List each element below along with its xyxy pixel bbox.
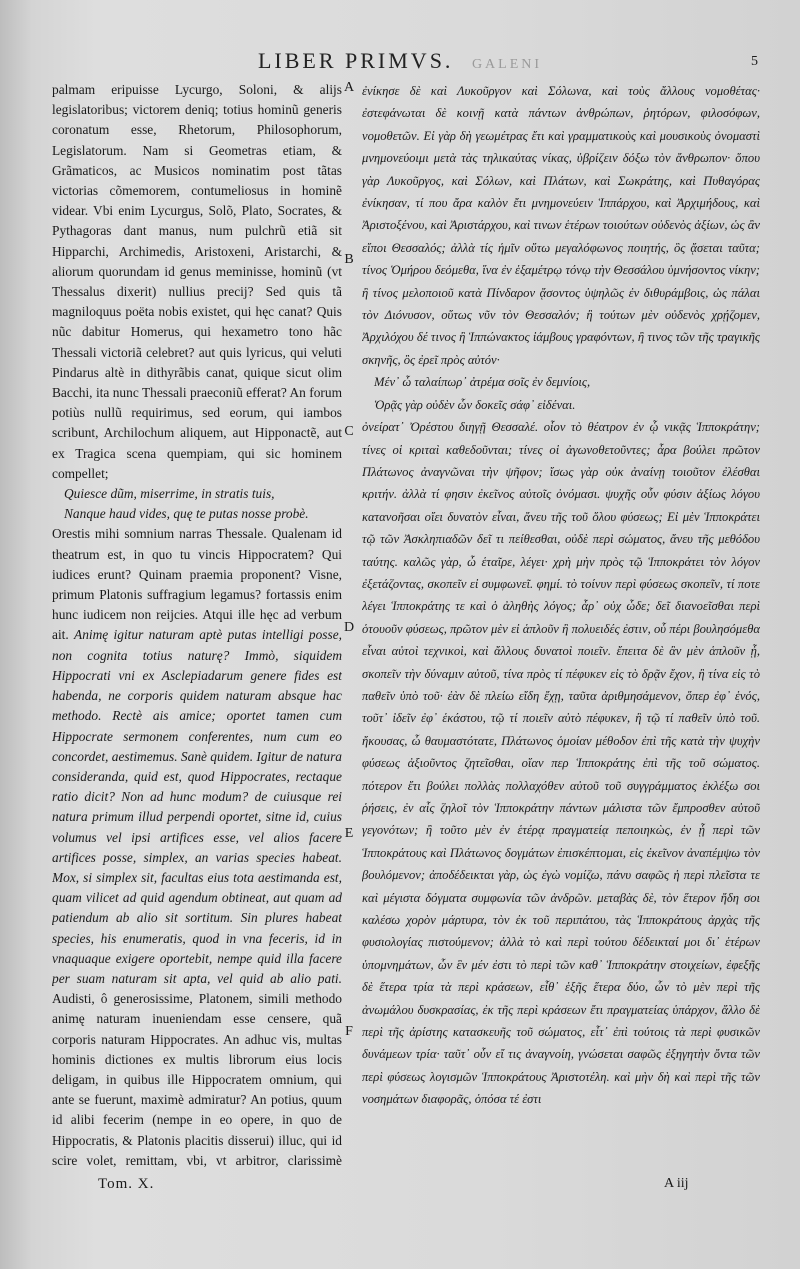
latin-paragraph-2 (52, 524, 342, 1169)
margin-letter-e: E (344, 826, 354, 841)
latin-paragraph-1: palmam eripuisse Lycurgo, Soloni, & alijs legislatoribus; victorem deniq; totius hominũ generis coronatum esse, Rhetorum, Philosophorum, Legislatorum. Nam si Geometras etiam, & Grãmaticos, ac Musicos nominatim post tãtas victorias cõmemorem, contumeliosus in hominẽ videar. Vbi enim Lycurgus, Solõ, Plato, Socrates, & Pythagoras dant manus, num pulchrũ etiã sit Hipparchi, Archimedis, Aristoxeni, Aristarchi, & aliorum quorundam id genus meminisse, hominũ (vt Thessalus dixerit) nullius precij? Sed quis tã magniloquus poëta nobis existet, qui hęc canat? Quis nũc dabitur Homerus, qui hexametro tono hãc Thessali victoriã celebret? aut quis lyricus, qui veluti Pindarus altè in dithyrãbis canat, quique sicut olim Bacchi, ita nunc Thessali praeconiũ efferat? An forum potiùs nullũ requirimus, sed eorum, qui iambos scribunt, Archilochum aliquem, aut Hipponactẽ, aut ex Tragica scena quempiam, qui sic hominem compellet; (52, 82, 342, 481)
gathering-signature: A iij (664, 1176, 689, 1191)
latin-verse-2: Nanque haud vides, quę te putas nosse probè. (64, 506, 309, 522)
margin-letter-a: A (343, 80, 355, 95)
page-number: 5 (751, 54, 758, 69)
latin-paragraph-2-roman: Orestis mihi somnium narras Thessale. Qualenam id theatrum est, in quo tu vincis Hippocratem? Qui iudices erunt? Quinam praemia proponent? Visne, primum Platonis suffragium legamus? fortassis enim hunc iudicem non reijcies. Atqui ille hęc ad verbum ait. (52, 526, 342, 643)
volume-signature: Tom. X. (98, 1176, 155, 1192)
latin-paragraph-3: Audisti, ô generosissime, Platonem, simili methodo animę naturam inueniendam esse censere, quã corporis naturam Hippocrates. An adhuc vis, multas hominis dictiones ex multis librorum eius locis deligam, in quibus ille Hippocratem omnium, qui ante se fuerunt, maximè admiratur? An potius, quum id alibi fecerim (nempe in eo opere, in quo de Hippocratis, & Platonis placitis disserui) illuc, qui id scire volet, remittam, vbi, vt arbitror, clarissimè (52, 991, 342, 1168)
margin-letter-d: D (343, 620, 355, 635)
greek-verse-2: Ὁρᾷς γὰρ οὐδὲν ὧν δοκεῖς σάφ᾽ εἰδέναι. (374, 397, 576, 412)
margin-letter-b: B (344, 252, 354, 267)
latin-verse-1: Quiesce dũm, miserrime, in stratis tuis, (64, 486, 275, 502)
latin-column (52, 80, 342, 1169)
latin-paragraph-2-italic: Animę igitur naturam aptè putas intelligi posse, non cognita totius naturę? Immò, siquidem Hippocrati vni ex Asclepiadarum genere fides est habenda, ne corporis quidem naturam absque hac methodo. Rectè ais amice; oportet tamen cum Hippocrate sermonem conferentes, num cum eo concordet, aestimemus. Sanè quidem. Igitur de natura consideranda, quid est, quod Hippocrates, rectaque ratio dicit? Non ad hunc modum? de cuiusque rei natura primum illud perpendi oportet, sitne id, cuius volumus vel ipsi artifices esse, vel alios facere artifices posse, simplex, an varias species habeat. Mox, si simplex sit, facultas eius tota aestimanda est, quam vilicet ad quid agendum obtineat, aut quam ad patiendum ab alio sit sortitum. Sin plures habeat species, his enumeratis, quod in vna feceris, id in vnaquaque exigere oportebit, nempe quid illa facere per suam naturam sit apta, vel quid ab alio pati. (52, 627, 342, 986)
running-head-title: LIBER PRIMVS. (257, 48, 454, 73)
greek-column (362, 80, 760, 1169)
bleed-through-text: GALENI (471, 57, 543, 72)
margin-letter-c: C (344, 424, 354, 439)
greek-paragraph-1: ἐνίκησε δὲ καὶ Λυκοῦργον καὶ Σόλωνα, καὶ τοὺς ἄλλους νομοθέτας· ἐστεφάνωται δὲ κοινῇ κατὰ πάντων ἀνθρώπων, ῥητόρων, φιλοσόφων, νομοθετῶν. Εἰ γὰρ δὴ γεωμέτρας ἔτι καὶ γραμματικοὺς καὶ μουσικοὺς ὀνομαστὶ μνημονεύοιμι μετὰ τὰς τηλικαύτας νίκας, ὑβρίζειν δόξω τὸν ἄνθρωπον· ὅπου γὰρ Λυκοῦργος, καὶ Σόλων, καὶ Πλάτων, καὶ Σωκράτης, καὶ Πυθαγόρας ἐνίκησαν, τί που ἄρα καλὸν ἔτι μνημονεύειν Ἱππάρχου, καὶ Ἀρχιμήδους, καὶ Ἀριστοξένου, καὶ Ἀριστάρχου, καὶ τινων ἑτέρων τοιούτων οὐδενὸς ἀξίων, ὡς ἂν εἴποι Θεσσαλός; ἀλλὰ τίς ἡμῖν οὕτω μεγαλόφωνος ποιητής, ὃς ᾄσεται ταῦτα; τίνος Ὁμήρου δεόμεθα, ἵνα ἐν ἑξαμέτρῳ τόνῳ τὴν Θεσσάλου ὑμνήσοντος νίκην; ἢ τίνος μελοποιοῦ κατὰ Πίνδαρον ᾄσοντος ὑψηλῶς ἐν διθυράμβοις, ὡς πάλαι τὸν Διόνυσον, οὕτως νῦν τὸν Θεσσαλόν; ἢ τούτων μὲν οὐδενὸς χρῄζομεν, Ἀρχιλόχου δέ τινος ἢ Ἱππώνακτος ἰάμβους γραφόντων, ἢ τινος τῶν τῆς τραγικῆς σκηνῆς, ὃς ἐρεῖ πρὸς αὐτόν· (362, 84, 760, 367)
greek-paragraph-2: ὀνείρατ᾽ Ὀρέστου διηγῇ Θεσσαλέ. οἷον τὸ θέατρον ἐν ᾧ νικᾷς Ἱπποκράτην; τίνες οἱ κριταὶ καθεδοῦνται; τίνες οἱ ἀγωνοθετοῦντες; ἆρα βούλει πρῶτον Πλάτωνος ἀναγνῶναι τὴν ψῆφον; ἴσως γὰρ οὐκ ἀναίνῃ τοιοῦτον ἐλέσθαι κριτήν. ἀλλὰ τί φησιν ἐκεῖνος αὐτοῖς ὀνόμασι. ψυχῆς οὖν φύσιν ἀξίως λόγου κατανοῆσαι οἴει δυνατὸν εἶναι, ἄνευ τῆς τοῦ ὅλου φύσεως; Εἰ μὲν Ἱπποκράτει τῷ τῶν Ἀσκληπιαδῶν δεῖ τι πείθεσθαι, οὐδὲ περὶ σώματος, ἄνευ τῆς μεθόδου ταύτης. καλῶς γὰρ, ὦ ἑταῖρε, λέγει· χρὴ μὴν πρὸς τῷ Ἱπποκράτει τὸν λόγον ἐξετάζοντας, σκοπεῖν εἰ συμφωνεῖ. φημί. τὸ τοίνυν περὶ φύσεως σκοπεῖν, τί ποτε λέγει Ἱπποκράτης τε καὶ ὁ ἀληθὴς λόγος; ἆρ᾽ οὐχ ὧδε; δεῖ διανοεῖσθαι περὶ ὁτουοῦν φύσεως, πρῶτον μὲν εἰ ἁπλοῦν ἢ πολυειδές ἐστιν, οὗ πέρι βουλησόμεθα εἶναι αὐτοὶ τεχνικοὶ, καὶ ἄλλους δυνατοὶ ποιεῖν. ἔπειτα δὲ ἂν μὲν ἁπλοῦν ᾖ, σκοπεῖν τὴν δύναμιν αὐτοῦ, τίνα πρὸς τί πέφυκεν εἰς τὸ δρᾷν ἔχον, ἢ τίνα εἰς τὸ παθεῖν ὑπὸ τοῦ· ἐὰν δὲ πλείω εἴδη ἔχῃ, ταῦτα ἀριθμησάμενον, ὅπερ ἐφ᾽ ἑνός, τοῦτ᾽ ἰδεῖν ἐφ᾽ ἑκάστου, τῷ τί ποιεῖν αὐτὸ πέφυκεν, ἢ τῷ τί παθεῖν ὑπὸ τοῦ. ἤκουσας, ὦ θαυμαστότατε, Πλάτωνος ὁμοίαν μέθοδον ἐπὶ τῆς κατὰ τὴν ψυχὴν φύσεως ἀξιοῦντος ζητεῖσθαι, οἵαν περ Ἱπποκράτης ἐπὶ τῆς τοῦ σώματος. πότερον ἔτι βούλει πολλὰς πολλαχόθεν αὐτοῦ τοῦ συγγράμματος ἐκλέξω σοι ῥήσεις, ἐν αἷς ζηλοῖ τὸν Ἱπποκράτην πάντων μάλιστα τῶν ἔμπροσθεν αὐτοῦ γεγονότων; ἢ τοῦτο μὲν ἐν ἑτέρᾳ πραγματείᾳ πεποιηκὼς, ἐν ᾗ περὶ τῶν Ἱπποκράτους καὶ Πλάτωνος δογμάτων ἐπισκέπτομαι, εἰς ἐκεῖνον ἀναπέμψω τὸν βουλόμενον; ἀποδέδεικται γὰρ, ὡς ἐγὼ νομίζω, πάνυ σαφῶς ἡ περὶ πλεῖστα τε καὶ μέγιστα δόγματα συμφωνία τῶν ἀνδρῶν. μεταβὰς δὲ, τὸν ἕτερον ἤδη σοι καλέσω χορὸν μάρτυρα, τὸν ἐκ τοῦ περιπάτου, τὰς Ἱπποκράτους ἀρχὰς τῆς φυσιολογίας πιστούμενον; ἀλλὰ τὸ καὶ περὶ τούτου δέδεικταί μοι δι᾽ ἑτέρων ὑπομνημάτων, ὧν ἓν μέν ἐστι τὸ περὶ τῶν καθ᾽ Ἱπποκράτην στοιχείων, ἐφεξῆς δὲ ἕτερα τρία τὰ περὶ κράσεων, εἶθ᾽ ἑξῆς ἕτερα δύο, ὧν τὸ μὲν περὶ τῆς ἀνωμάλου δυσκρασίας, ἐκ τῆς περὶ κράσεων ἔτι πραγματείας ὑπάρχον, ἄλλο δὲ περὶ τῆς ἀρίστης κατασκευῆς τοῦ σώματος, εἶτ᾽ ἐπὶ τούτοις τὰ περὶ φυσικῶν δυνάμεων τρία· ταῦτ᾽ οὖν εἴ τις ἀναγνοίη, γνώσεται σαφῶς ἐξηγητὴν ὄντα τῶν περὶ φύσεως λογισμῶν Ἱπποκράτους Ἀριστοτέλη. καὶ μὴν δὴ καὶ περὶ τῆς τῶν νοσημάτων διαφορᾶς, ὁπόσα τέ ἐστι (362, 420, 760, 1107)
running-head (0, 48, 800, 74)
greek-verse-1: Μέν᾽ ὦ ταλαίπωρ᾽ ἀτρέμα σοῖς ἐν δεμνίοις, (374, 375, 591, 390)
margin-letter-f: F (345, 1024, 353, 1039)
